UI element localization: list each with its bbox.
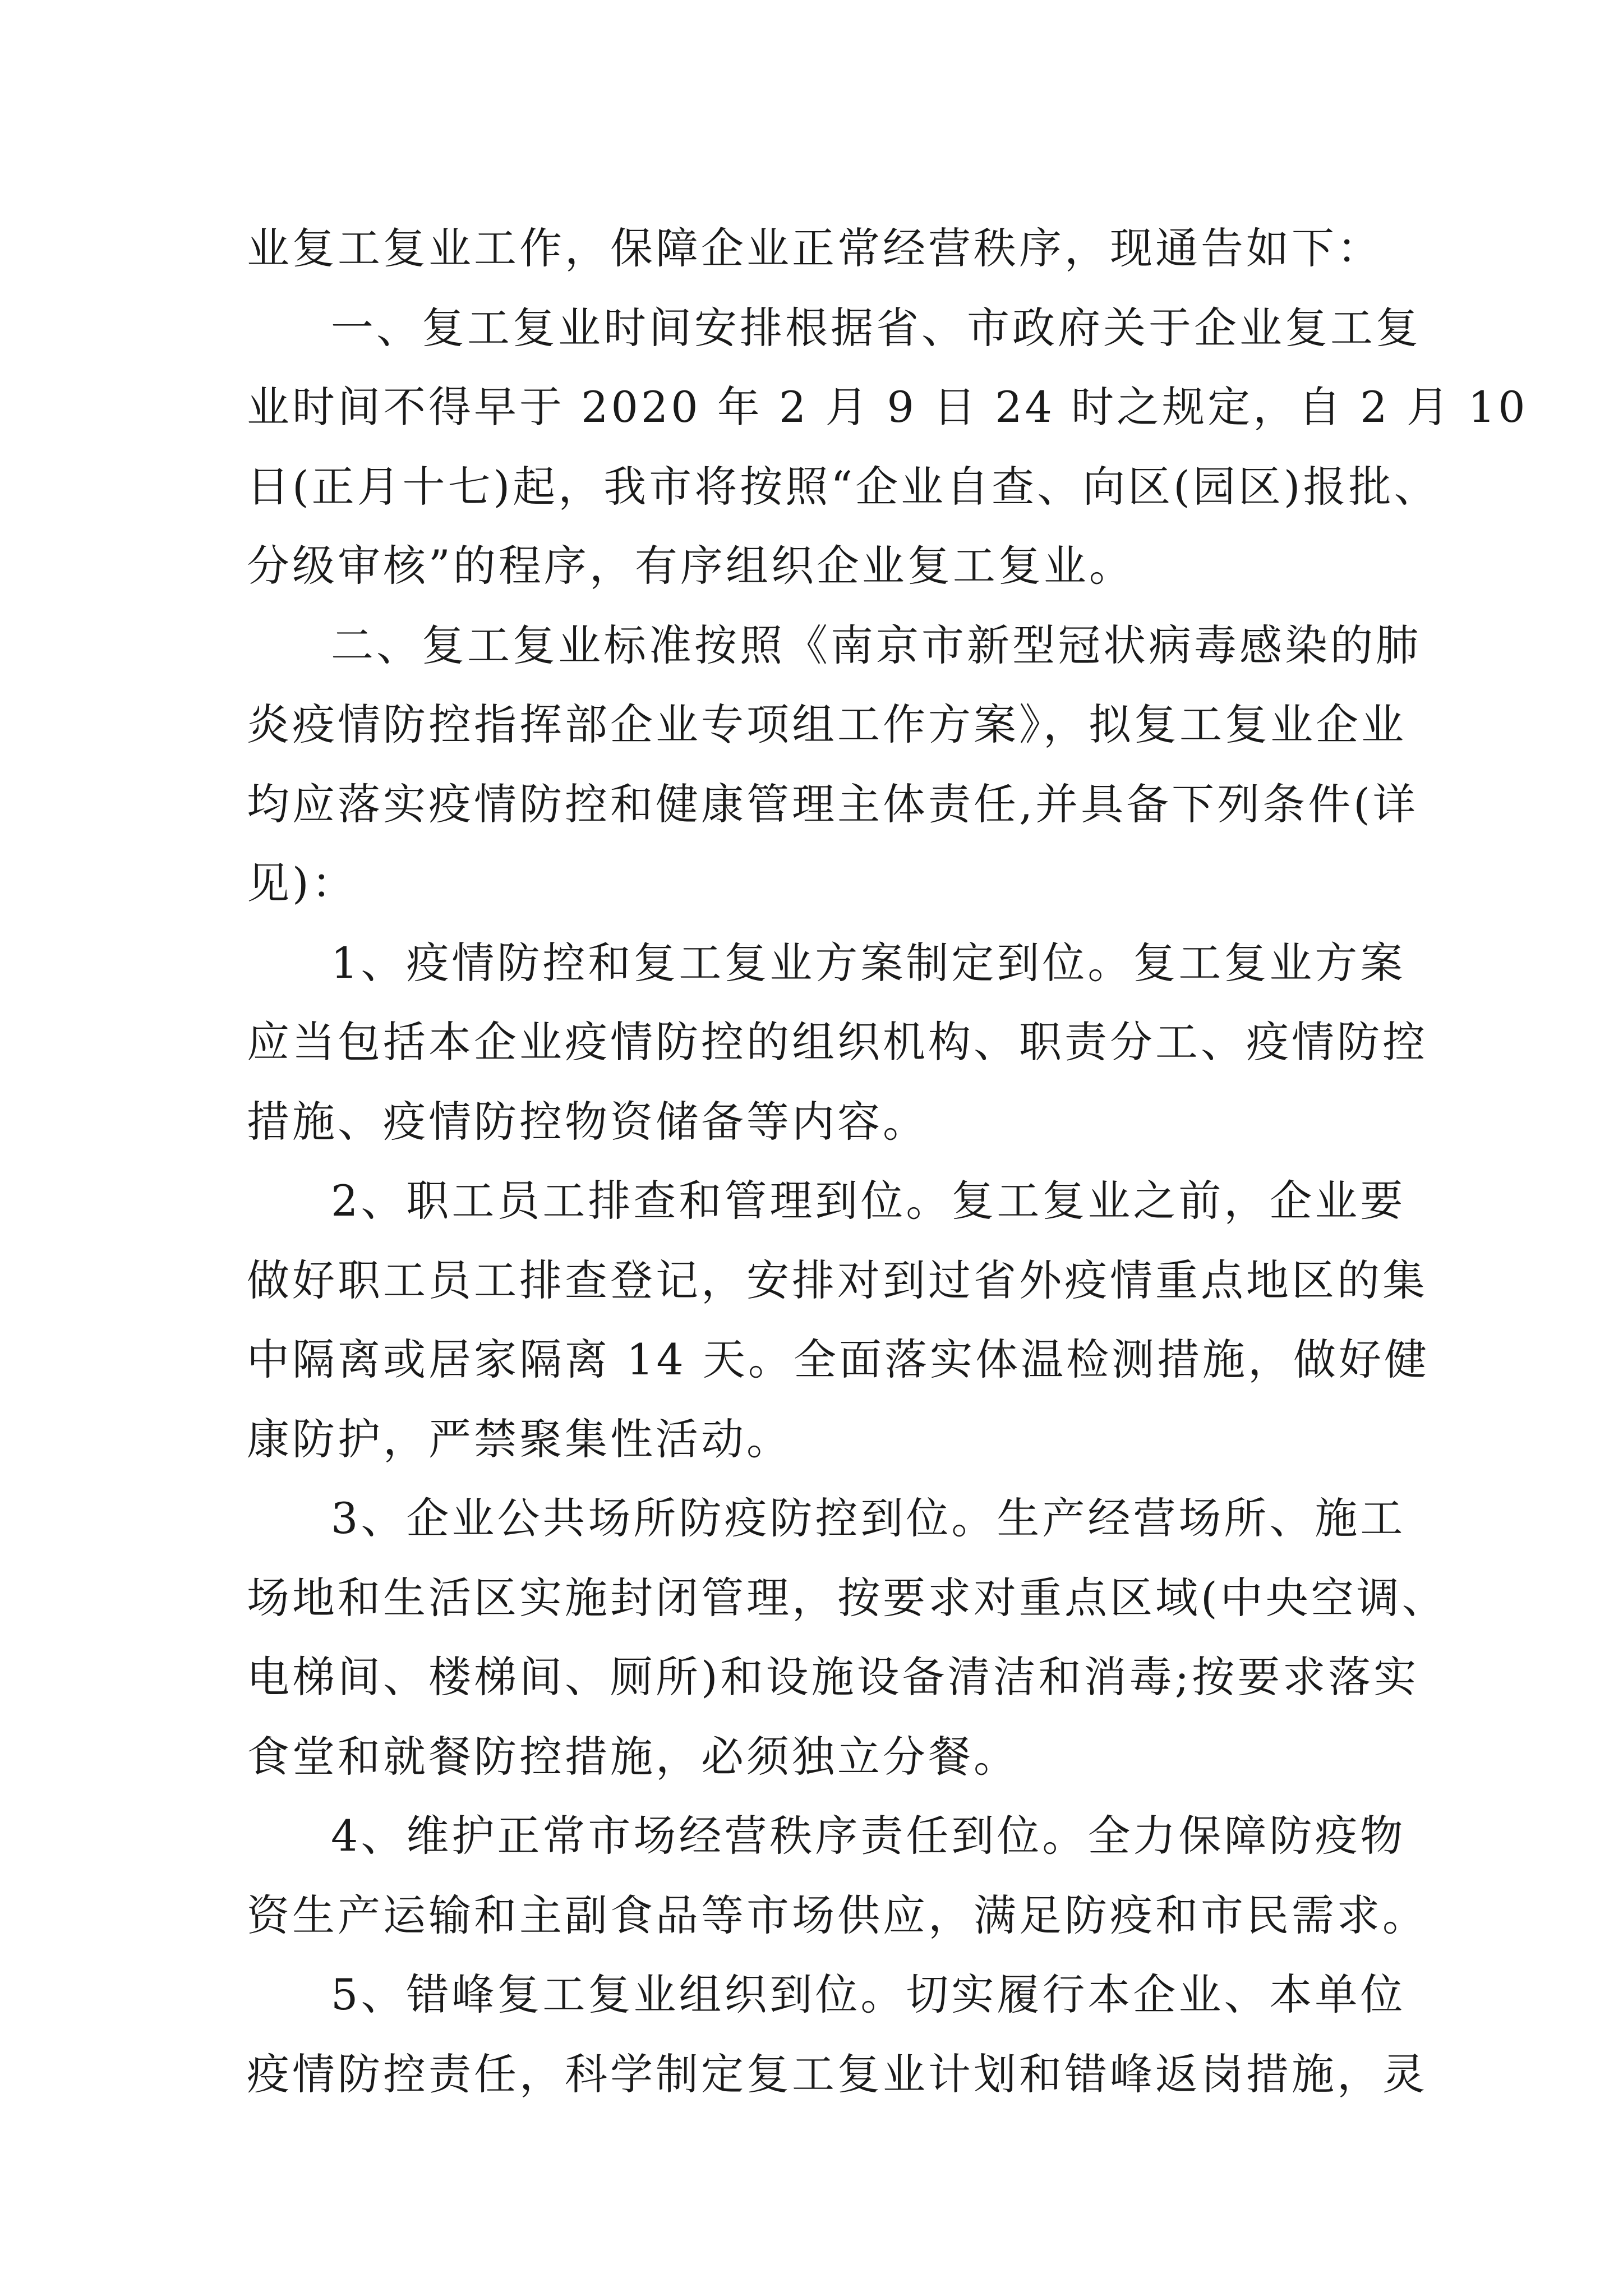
text-line: 业时间不得早于 2020 年 2 月 9 日 24 时之规定，自 2 月 10	[247, 382, 1528, 432]
text-line: 电梯间、楼梯间、厕所)和设施设备清洁和消毒;按要求落实	[247, 1652, 1419, 1702]
text-line: 1、疫情防控和复工复业方案制定到位。复工复业方案	[331, 937, 1406, 988]
text-line: 中隔离或居家隔离 14 天。全面落实体温检测措施，做好健	[247, 1335, 1430, 1384]
text-line: 业复工复业工作，保障企业正常经营秩序，现通告如下：	[247, 223, 1382, 273]
text-line: 3、企业公共场所防疫防控到位。生产经营场所、施工	[331, 1493, 1406, 1543]
text-line: 资生产运输和主副食品等市场供应，满足防疫和市民需求。	[247, 1890, 1428, 1940]
document-body	[247, 209, 1528, 2114]
text-line: 食堂和就餐防控措施，必须独立分餐。	[247, 1731, 1019, 1782]
text-line: 二、复工复业标准按照《南京市新型冠状病毒感染的肺	[331, 620, 1421, 670]
text-line: 2、职工员工排查和管理到位。复工复业之前，企业要	[331, 1176, 1406, 1226]
text-line: 分级审核”的程序，有序组织企业复工复业。	[247, 541, 1135, 591]
text-line: 一、复工复业时间安排根据省、市政府关于企业复工复	[331, 302, 1421, 353]
text-line: 炎疫情防控指挥部企业专项组工作方案》，拟复工复业企业	[247, 700, 1407, 749]
text-line: 均应落实疫情防控和健康管理主体责任,并具备下列条件(详	[247, 779, 1418, 829]
text-line: 4、维护正常市场经营秩序责任到位。全力保障防疫物	[331, 1811, 1406, 1861]
text-line: 做好职工员工排查登记，安排对到过省外疫情重点地区的集	[247, 1255, 1428, 1305]
text-line: 应当包括本企业疫情防控的组织机构、职责分工、疫情防控	[247, 1017, 1428, 1067]
text-line: 见)：	[247, 858, 357, 908]
text-line: 康防护，严禁聚集性活动。	[247, 1414, 792, 1464]
text-line: 措施、疫情防控物资储备等内容。	[247, 1096, 928, 1147]
text-line: 场地和生活区实施封闭管理，按要求对重点区域(中央空调、	[247, 1572, 1447, 1623]
text-line: 日(正月十七)起，我市将按照“企业自查、向区(园区)报批、	[247, 461, 1440, 512]
text-line: 5、错峰复工复业组织到位。切实履行本企业、本单位	[331, 1970, 1406, 2019]
text-line: 疫情防控责任，科学制定复工复业计划和错峰返岗措施，灵	[247, 2049, 1428, 2099]
